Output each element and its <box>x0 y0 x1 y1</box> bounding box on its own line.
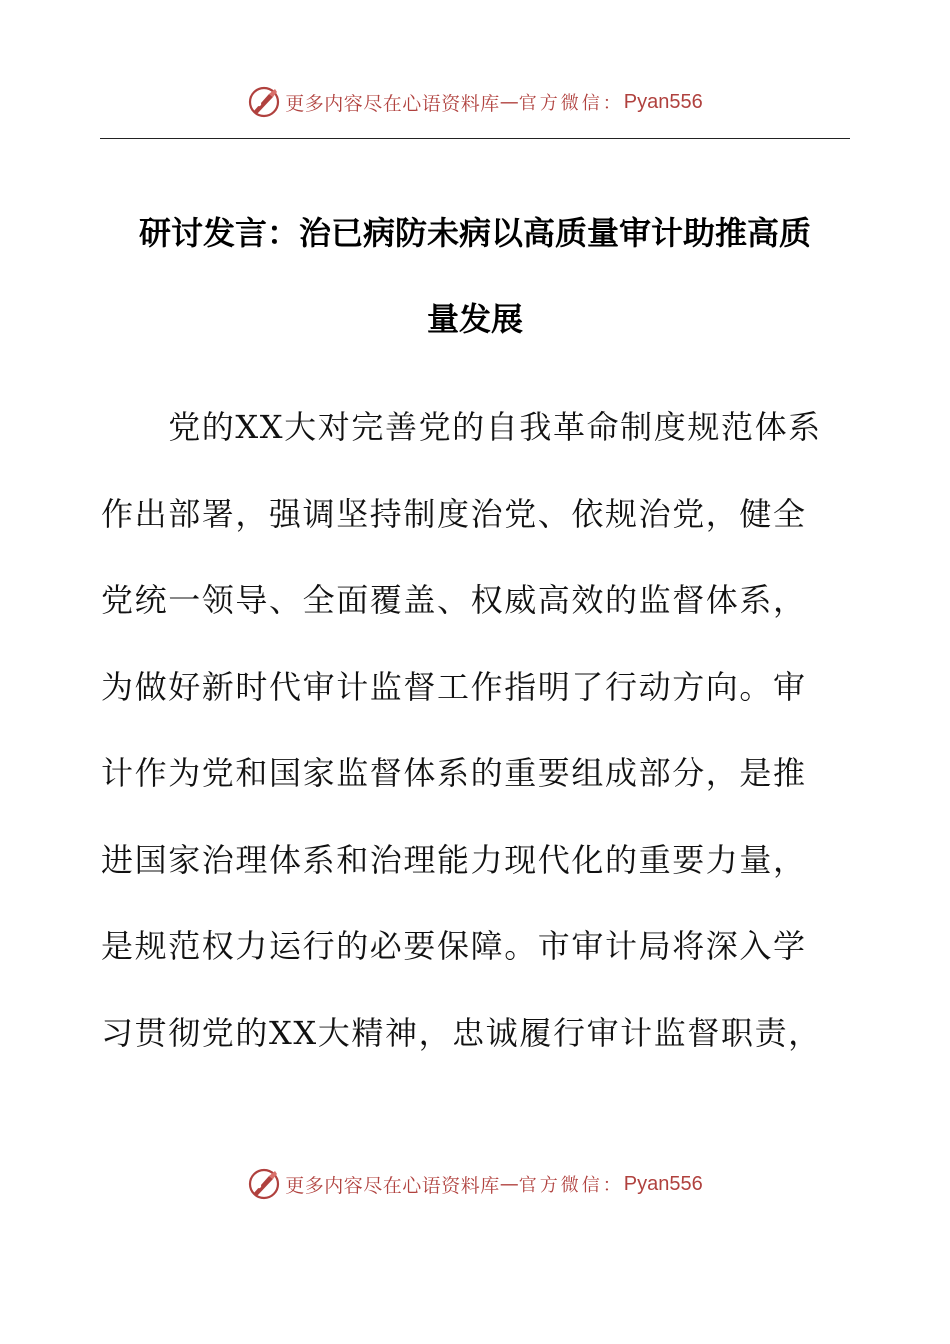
banner-separator: — <box>499 1173 519 1195</box>
banner-site-text: 更多内容尽在心语资料库 <box>285 1174 500 1197</box>
banner-wechat-label: 官方微信： <box>518 93 624 114</box>
banner-wechat-id: Pyan556 <box>623 1172 703 1195</box>
footer-banner <box>0 1162 950 1206</box>
body-line: 作出部署，强调坚持制度治党、依规治党，健全 <box>101 494 807 533</box>
header-divider <box>100 138 850 139</box>
body-line: 习贯彻党的XX大精神，忠诚履行审计监督职责， <box>101 1013 822 1052</box>
banner-site-text: 更多内容尽在心语资料库 <box>285 92 500 115</box>
banner-wechat-id: Pyan556 <box>623 90 703 113</box>
header-banner <box>0 80 950 124</box>
body-line: 党的XX大对完善党的自我革命制度规范体系 <box>101 408 822 446</box>
body-line: 为做好新时代审计监督工作指明了行动方向。审 <box>101 667 807 706</box>
body-line: 进国家治理体系和治理能力现代化的重要力量， <box>101 840 807 879</box>
pen-circle-logo-icon <box>247 85 281 119</box>
body-line: 计作为党和国家监督体系的重要组成部分，是推 <box>101 754 807 792</box>
banner-wechat-label: 官方微信： <box>518 1175 624 1196</box>
title-line: 量发展 <box>426 300 523 338</box>
title-line: 研讨发言：治已病防未病以高质量审计助推高质 <box>138 214 811 252</box>
body-line: 党统一领导、全面覆盖、权威高效的监督体系， <box>101 581 807 619</box>
document-body <box>101 384 851 1076</box>
banner-separator: — <box>499 91 519 113</box>
body-line: 是规范权力运行的必要保障。市审计局将深入学 <box>101 927 807 965</box>
document-title <box>100 190 850 362</box>
pen-circle-logo-icon <box>247 1167 281 1201</box>
